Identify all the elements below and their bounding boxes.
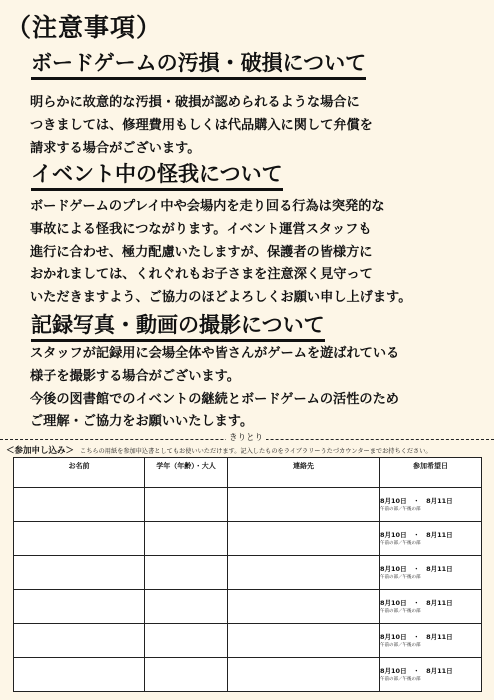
date-choice-cell[interactable] xyxy=(380,658,482,692)
date-options: 8月10日 ・ 8月11日 xyxy=(380,564,453,573)
section-heading-damage: ボードゲームの汚損・破損について xyxy=(31,50,366,80)
grade-cell[interactable] xyxy=(145,624,228,658)
contact-cell[interactable] xyxy=(228,624,380,658)
body-line: 今後の図書館でのイベントの継続とボードゲームの活性のため xyxy=(30,391,399,407)
body-line: いただきますよう、ご協力のほどよろしくお願い申し上げます。 xyxy=(30,290,412,306)
table-row xyxy=(14,556,482,590)
date-options: 8月10日 ・ 8月11日 xyxy=(380,666,453,675)
date-options: 8月10日 ・ 8月11日 xyxy=(380,530,453,539)
session-options: 午前の部／午後の部 xyxy=(380,506,421,512)
contact-cell[interactable] xyxy=(228,658,380,692)
section-body-injury xyxy=(30,196,411,310)
body-line: ボードゲームのプレイ中や会場内を走り回る行為は突発的な xyxy=(30,199,385,214)
date-options: 8月10日 ・ 8月11日 xyxy=(380,598,453,607)
grade-cell[interactable] xyxy=(145,658,228,692)
date-choice-cell[interactable] xyxy=(380,488,482,522)
body-line: 進行に合わせ、極力配慮いたしますが、保護者の皆様方に xyxy=(30,244,373,260)
name-cell[interactable] xyxy=(14,522,145,556)
date-choice-cell[interactable] xyxy=(380,522,482,556)
body-line: スタッフが記録用に会場全体や皆さんがゲームを遊ばれている xyxy=(30,346,400,361)
date-choice-cell[interactable] xyxy=(380,556,482,590)
section-heading-recording: 記録写真・動画の撮影について xyxy=(31,312,325,342)
form-header xyxy=(6,446,432,457)
column-header-grade: 学年（年齢）・大人 xyxy=(145,458,228,488)
name-cell[interactable] xyxy=(14,658,145,692)
session-options: 午前の部／午後の部 xyxy=(380,574,421,580)
table-row xyxy=(14,522,482,556)
section-heading-injury: イベント中の怪我について xyxy=(31,161,283,191)
table-row xyxy=(14,624,482,658)
grade-cell[interactable] xyxy=(145,556,228,590)
date-choice-cell[interactable] xyxy=(380,590,482,624)
body-line: つきましては、修理費用もしくは代品購入に関して弁償を xyxy=(30,117,373,133)
date-options: 8月10日 ・ 8月11日 xyxy=(380,496,453,505)
body-line: 請求する場合がございます。 xyxy=(30,140,201,156)
body-line: 事故による怪我につながります。イベント運営スタッフも xyxy=(30,221,372,237)
section-body-recording xyxy=(30,343,399,434)
column-header-contact: 連絡先 xyxy=(228,458,380,488)
contact-cell[interactable] xyxy=(228,522,380,556)
table-row xyxy=(14,658,482,692)
section-body-damage xyxy=(30,92,373,160)
body-line: おかれましては、くれぐれもお子さまを注意深く見守って xyxy=(30,267,373,283)
grade-cell[interactable] xyxy=(145,522,228,556)
registration-table xyxy=(13,457,482,692)
contact-cell[interactable] xyxy=(228,488,380,522)
name-cell[interactable] xyxy=(14,488,145,522)
grade-cell[interactable] xyxy=(145,590,228,624)
date-options: 8月10日 ・ 8月11日 xyxy=(380,632,453,641)
grade-cell[interactable] xyxy=(145,488,228,522)
session-options: 午前の部／午後の部 xyxy=(380,676,421,682)
notice-title: （注意事項） xyxy=(6,13,163,42)
body-line: ご理解・ご協力をお願いいたします。 xyxy=(30,414,254,430)
name-cell[interactable] xyxy=(14,624,145,658)
name-cell[interactable] xyxy=(14,590,145,624)
session-options: 午前の部／午後の部 xyxy=(380,540,421,546)
body-line: 明らかに故意的な汚損・破損が認められるような場合に xyxy=(30,95,360,110)
body-line: 様子を撮影する場合がございます。 xyxy=(30,368,240,384)
name-cell[interactable] xyxy=(14,556,145,590)
table-header-row xyxy=(14,458,482,488)
date-choice-cell[interactable] xyxy=(380,624,482,658)
form-note: こちらの用紙を参加申込書としてもお使いいただけます。記入したものをライブラリーうたづカウンターまでお持ちください。 xyxy=(80,448,432,455)
contact-cell[interactable] xyxy=(228,590,380,624)
contact-cell[interactable] xyxy=(228,556,380,590)
cut-label: きりとり xyxy=(226,432,266,444)
table-row xyxy=(14,488,482,522)
session-options: 午前の部／午後の部 xyxy=(380,642,421,648)
column-header-name: お名前 xyxy=(14,458,145,488)
session-options: 午前の部／午後の部 xyxy=(380,608,421,614)
column-header-date: 参加希望日 xyxy=(380,458,482,488)
form-title: ＜参加申し込み＞ xyxy=(6,446,75,456)
table-row xyxy=(14,590,482,624)
